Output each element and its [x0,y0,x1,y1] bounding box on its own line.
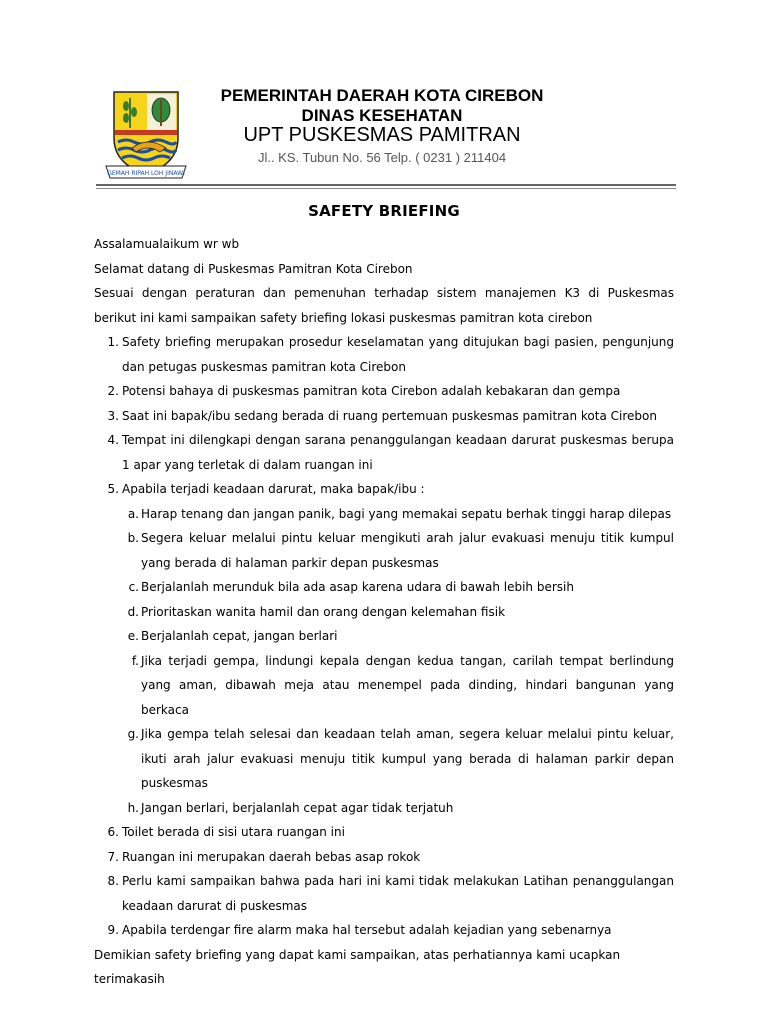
sub-item-letter: e. [127,629,139,643]
item-text: Ruangan ini merupakan daerah bebas asap rokok [122,849,421,864]
sub-list-item [94,722,674,796]
item-number: 5. [107,482,119,496]
item-text: Perlu kami sampaikan bahwa pada hari ini kami tidak melakukan Latihan penanggulangan keadaan darurat di puskesmas [122,874,674,913]
sub-item-text: Jangan berlari, berjalanlah cepat agar tidak terjatuh [141,800,454,815]
list-item [94,379,674,404]
letterhead-rule-thin [96,188,676,189]
greeting: Assalamualaikum wr wb [94,237,240,251]
item-text: Apabila terdengar fire alarm maka hal tersebut adalah kejadian yang sebenarnya [122,923,612,937]
city-crest-icon [96,86,196,182]
list-item [94,477,674,502]
item-number: 8. [107,874,119,888]
item-text: Apabila terjadi keadaan darurat, maka bapak/ibu : [122,482,425,496]
sub-item-text: Berjalanlah merunduk bila ada asap karena udara di bawah lebih bersih [141,580,574,594]
intro-paragraph: Sesuai dengan peraturan dan pemenuhan terhadap sistem manajemen K3 di Puskesmas berikut ini kami sampaikan safety briefing lokasi puskesmas pamitran kota cirebon [94,286,674,325]
sub-item-text: Berjalanlah cepat, jangan berlari [141,629,338,643]
sub-list-item [94,796,674,821]
item-number: 9. [107,923,119,937]
list-item [94,820,674,845]
letterhead-institution: UPT PUSKESMAS PAMITRAN [243,124,521,146]
sub-item-text: Jika gempa telah selesai dan keadaan telah aman, segera keluar melalui pintu keluar, ikuti arah jalur evakuasi menuju titik kumpul yang berada di halaman parkir depan puskesmas [141,727,674,790]
list-item [94,428,674,477]
list-item [94,918,674,943]
sub-item-text: Jika terjadi gempa, lindungi kepala dengan kedua tangan, carilah tempat berlindung yang aman, dibawah meja atau menempel pada dinding, hindari bangunan yang berkaca [141,653,674,717]
sub-item-text: Harap tenang dan jangan panik, bagi yang memakai sepatu berhak tinggi harap dilepas [141,506,672,521]
sub-item-letter: g. [127,727,139,741]
item-text: Toilet berada di sisi utara ruangan ini [122,825,345,839]
logo-motto: GEMAH RIPAH LOH JINAWI [107,170,185,177]
item-number: 4. [107,433,119,447]
list-item [94,869,674,918]
page-title: SAFETY BRIEFING [308,202,460,220]
item-number: 1. [107,335,119,349]
item-number: 2. [107,384,119,398]
sub-item-letter: d. [127,604,139,619]
sub-list-item [94,600,674,625]
item-number: 7. [107,849,119,864]
list-item [94,330,674,379]
closing-text: Demikian safety briefing yang dapat kami sampaikan, atas perhatiannya kami ucapkan terimakasih [94,947,621,986]
sub-list-item [94,575,674,600]
sub-item-letter: b. [127,531,139,545]
sub-list-item [94,502,674,527]
item-text: Saat ini bapak/ibu sedang berada di ruang pertemuan puskesmas pamitran kota Cirebon [122,408,657,423]
item-number: 6. [107,825,119,839]
sub-list-item [94,624,674,649]
welcome-text: Selamat datang di Puskesmas Pamitran Kota Cirebon [94,261,413,276]
sub-list-item [94,526,674,575]
list-item [94,404,674,429]
sub-item-text: Segera keluar melalui pintu keluar mengikuti arah jalur evakuasi menuju titik kumpul yang berada di halaman parkir depan puskesmas [141,531,674,570]
document-body [94,232,674,992]
letterhead-rule [96,184,676,186]
sub-item-text: Prioritaskan wanita hamil dan orang dengan kelemahan fisik [141,604,506,619]
item-text: Safety briefing merupakan prosedur keselamatan yang ditujukan bagi pasien, pengunjung dan petugas puskesmas pamitran kota Cirebon [122,335,674,374]
letterhead-government: PEMERINTAH DAERAH KOTA CIREBON [220,86,544,105]
sub-item-letter: f. [131,653,139,668]
list-item [94,845,674,870]
letterhead-address: Jl.. KS. Tubun No. 56 Telp. ( 0231 ) 211404 [257,150,507,165]
sub-item-letter: h. [127,800,139,815]
item-text: Potensi bahaya di puskesmas pamitran kota Cirebon adalah kebakaran dan gempa [122,384,621,398]
letterhead-department: DINAS KESEHATAN [301,106,463,125]
sub-list-item [94,649,674,723]
sub-item-letter: c. [128,580,139,594]
item-text: Tempat ini dilengkapi dengan sarana penanggulangan keadaan darurat puskesmas berupa 1 apar yang terletak di dalam ruangan ini [122,433,674,472]
sub-item-letter: a. [127,506,139,521]
item-number: 3. [107,408,119,423]
